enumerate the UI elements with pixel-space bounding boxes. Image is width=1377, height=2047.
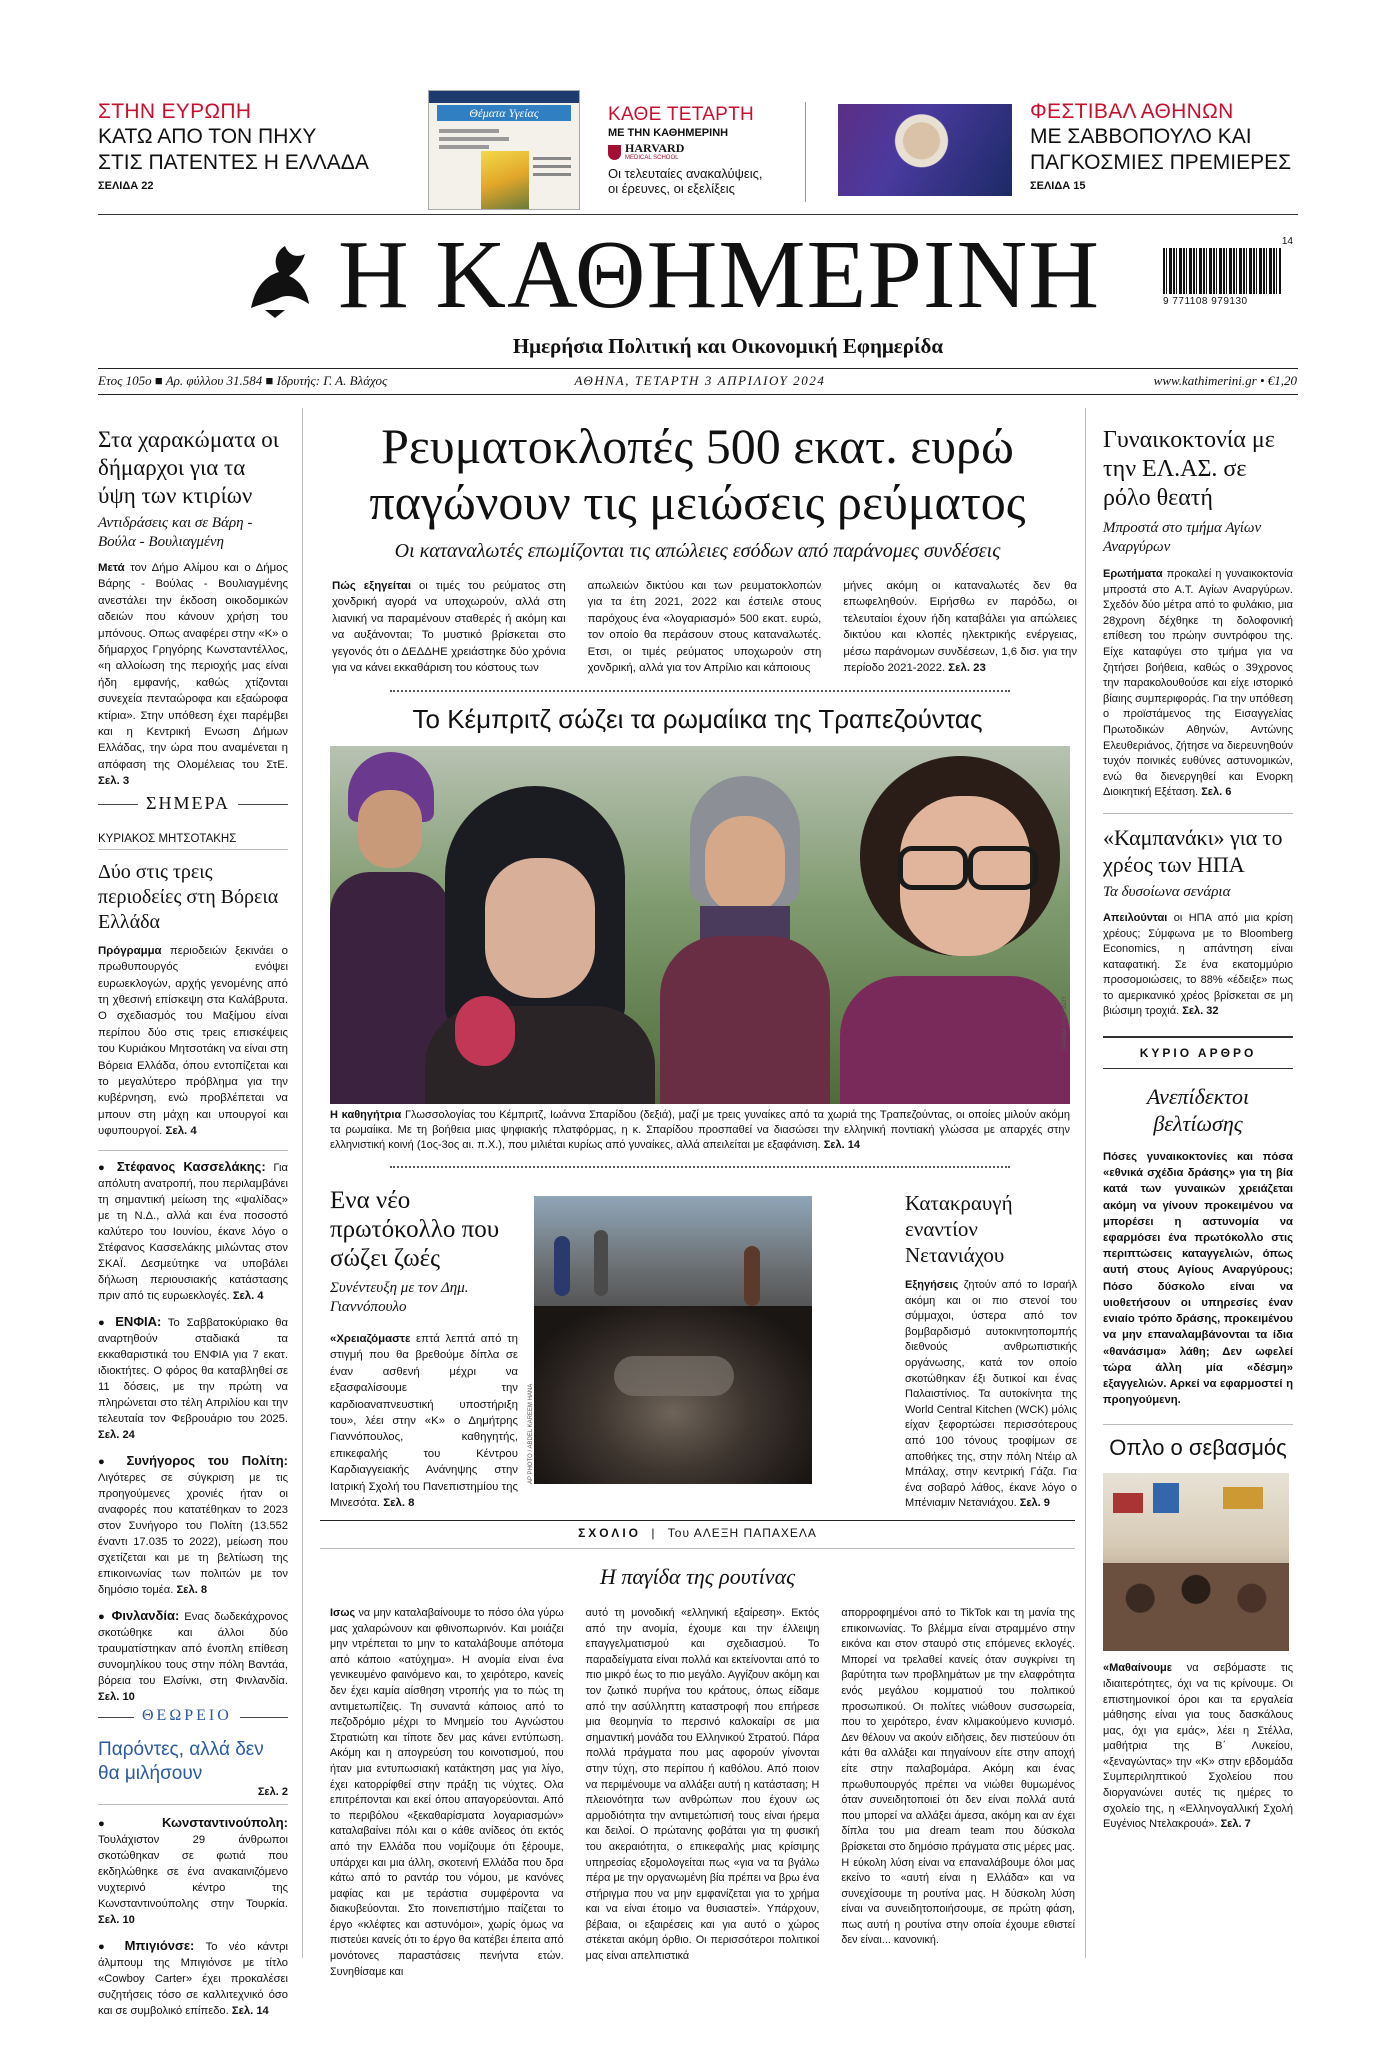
comment-body: Ισως να μην καταλαβαίνουμε το πόσο όλα γύρω μας χαλαρώνουν και φθινοπωρινόν. Και μοιάζει μην ντρέπεται το μην το καταλάβουμε απότομα από κάποιο «ατύχημα». Η ανομία είναι ένα γενικευμένο φαινόμενο και, το χειρότερο, κανείς δεν έχει καμία αίσθηση ντροπής για το πώς τη αντιμετωπίζεις. Τη συναντά κάποιος από το πεζοδρόμιο μέχρι το Μνημείο του Αγνώστου Στρατιώτη και τίποτε δεν μας κάνει εντύπωση. Ακόμη και η απογρεύση του κοινοτισμού, που ήταν μια εντυπωσιακή κατάκτηση μας για λίγο, έχει κατορρίφθεί στην πράξη τις νύχτες. Ολα επιτρέπονται και εκεί όπου απαγορεύονται. Από το περιβόλου «ξεκαθαρίσματα λογαριασμών» καταλαβαίνει πόλι και ο κάθε ανίδεος ότι εκτός από την Ελλάδα που νομίζουμε ότι ξέρουμε, υπάρχει και μια άλλη, σκοτεινή Ελλάδα που δρα κάτω από το ραντάρ του νόμου, με κανόνες μαφίας και με τεράστια συμφέροντα να διακυβεύονται. Στο ποινεπιστήμιο παίζεται το έργο «κλέφτες και αστυνόμοι», χωρίς όμως να πιστεύει κανείς ότι το έργο θα κατέβει έπειτα από μονότονες παραστάσεις πενήντα ετών. Συνηθίσαμε και αυτό τη μονοδική «ελληνική εξαίρεση». Εκτός από την ανομία, έχουμε και την έλλειψη επαγγελματισμού και σχεδιασμού. Το παραδείγματα είναι πολλά και εκτείνονται από το πιο μικρό έως το πιο μεγάλο. Αγγίζουν ακόμη και τον ζωτικό πυρήνα του κράτους, όπως είδαμε από την ασύλληπτη καταστροφή που επήρεσε μια θεομηνία το περσινό καλοκαίρι σε μια σημαντική μονάδα του Ελληνικού Στρατού. Πάρα πολλά πράγματα που μας αφορούν γίνονται στην τύχη, στο περίπου ή καθόλου. Από ποιον να περιμένουμε να αλλάξει αυτή η κατάσταση; Η πλειονότητα των ανθρώπων που έχουν ως αρμοδιότητα την αντιμετώπισή τους είναι ήρεμα και δειλοί. Ο πρώτανης φοβάται για τη φυσική του ακεραιότητα, ο επικεφαλής μιας κρίσιμης υπηρεσίας εξομολογείται πως «για να τα βγάλω πέρα με την οργανωμένη βία πρέπει να βρω ένα στήριγμα που να μην εμφανίζεται για το χρήμα και να είναι έτοιμο να θυσιαστεί». Υπάρχουν, βέβαια, οι εξαιρέσεις και για αυτό ο χώρος στέκεται ακόμη όρθιο. Οι περισσότεροι πολιτικοί μας είναι απελπιστικά απορροφημένοι από το TikTok και τη μανία της επικοινωνίας. Το βλέμμα είναι στραμμένο στην εικόνα και στον σταυρό στις επόμενες εκλογές. Μπορεί να τρελαθεί κανείς όταν συγκρίνει τη βαρύτητα των προβλημάτων με την ελαφρότητα ενός μεγάλου κομματιού του πολιτικού προσωπικού. Οι πολίτες νιώθουν συσσωρεία, που το χειρότερο, έναν κλιμακούμενο κυνισμό. Δεν θέλουν να ακούν ειδήσεις, δεν πιστεύουν ότι κάτι θα αλλάξει και πηγαίνουν είτε στην αποχή είτε στην παλαβομάρα. Ακόμη και ένας πρωθυπουργός πρέπει να νιώθει θυμωμένος όταν συνειδητοποιεί ότι δεν είναι πολλά αυτά που μπορεί να αλλάξει άμεσα, ακόμη και αν έχει δίπλα του μια dream team που δύσκολα βρίσκεται στο δημόσιο πράγματα στις μέρες μας. Η εύκολη λύση είναι να επαναλάβουμε όλοι μας εκείνο το «αυτή είναι η Ελλάδα» και να συνεχίσουμε τη ρουτίνα μας. Η δύσκολη λύση είναι να συνειδητοποιήσουμε, σε πρώτη φάση, πως αυτή η ρουτίνα στην οποία έχουμε εθιστεί δεν είναι... κανονική. — [330, 1607, 1076, 1978]
protocol-story — [330, 1186, 518, 1511]
brief-list — [98, 1159, 288, 1705]
story-deck: Συνέντευξη με τον Δημ. Γιαννόπουλο — [330, 1280, 469, 1315]
story-headline-protocol[interactable]: Ενα νέο πρωτόκολλο που σώζει ζωές — [330, 1187, 500, 1272]
lead-deck: Οι καταναλωτές επωμίζονται τις απώλειες εσόδων από παράνομες συνδέσεις — [394, 540, 1001, 562]
festival-singer-image — [838, 104, 1012, 196]
story-headline-tours[interactable]: Δύο στις τρεις περιοδείες στη Βόρεια Ελλάδα — [98, 860, 279, 933]
teaser-harvard[interactable] — [608, 104, 798, 196]
story-headline-debt[interactable]: «Καμπανάκι» για το χρέος των ΗΠΑ — [1103, 824, 1283, 877]
teaser-page: ΣΕΛΙΔΑ 15 — [1030, 180, 1086, 192]
comment-label: ΣΧΟΛΙΟ — [578, 1526, 641, 1540]
harvard-shield-icon — [608, 145, 621, 160]
teaser-kicker: ΦΕΣΤΙΒΑΛ ΑΘΗΝΩΝ — [1030, 100, 1234, 123]
brief-item[interactable]: ● ΕΝΦΙΑ: Το Σαββατοκύριακο θα αναρτηθούν σταδιακά τα εκκαθαριστικά του ΕΝΦΙΑ για 7 εκατ. ιδιοκτήτες. Ο φόρος θα καταβληθεί σε 11 δόσεις, με την πρώτη να πληρώνεται στο τέλη Απριλίου και την τελευταία τον Φεβρουάριο του 2025. Σελ. 24 — [98, 1313, 288, 1441]
story-headline-netanyahu[interactable]: Κατακραυγή εναντίον Νετανιάχου — [905, 1191, 1013, 1267]
photo-caption: Η καθηγήτρια Γλωσσολογίας του Κέμπριτζ, Ιωάννα Σπαρίδου (δεξιά), μαζί με τρεις γυναίκες από τα χωριά της Τραπεζούντας, οι οποίες μιλούν ακόμη τα ρωμαίικα. Με τη βοήθεια μιας ψηφιακής πλατφόρμας, η κ. Σπαρίδου προσπαθεί να διασώσει την ελληνική ποντιακή γλώσσα με απαρχές στην ελληνιστική κοινή (1ος-3ος αι. π.Χ.), που μιλιέται κυρίως από γυναίκες, αλλά απειλείται με εξαφάνιση. Σελ. 14 — [330, 1109, 1070, 1151]
harvard-logo-sub: MEDICAL SCHOOL — [625, 155, 679, 161]
photo-credit: AP PHOTO / ABDEL KAREEM HANA — [528, 1383, 534, 1484]
brief-item[interactable]: ● Στέφανος Κασσελάκης: Για απόλυτη ανατροπή, που περιλαμβάνει τη σημαντική μείωση της «ψαλίδας» με τη Ν.Δ., αλλά και ένα ποσοστό καλύτερο του Ιουνίου, έκανε λόγο ο Στέφανος Κασσελάκης μιλώντας στον ΣΚΑΪ. Δεσμεύτηκε να υποβάλει δήλωση περιουσιακής κατάστασης πριν από τις ευρωεκλογές. Σελ. 4 — [98, 1158, 288, 1302]
students-photo — [1103, 1473, 1289, 1651]
simera-label: ΣΗΜΕΡΑ — [138, 793, 238, 814]
page-ref: Σελ. 2 — [257, 1785, 288, 1798]
story-body: «Χρειαζόμαστε επτά λεπτά από τη στιγμή που θα βρεθούμε δίπλα σε έναν ασθενή μέχρι να εξασφαλίσουμε την καρδιοαναπνευστική υποστήριξη του», λέει στην «Κ» ο Δημήτρης Γιαννόπουλος, καθηγητής, επικεφαλής του Κέντρου Καρδιαγγειακής Ανάνηψης στην Ιατρική Σχολή του Πανεπιστημίου της Μινεσότα. Σελ. 8 — [330, 1333, 518, 1510]
page-ref: Σελ. 9 — [1019, 1497, 1050, 1510]
section-author: ΚΥΡΙΑΚΟΣ ΜΗΤΣΟΤΑΚΗΣ — [98, 833, 288, 850]
teaser-kicker: ΚΑΘΕ ΤΕΤΑΡΤΗ — [608, 104, 755, 125]
teaser-line: ΜΕ ΣΑΒΒΟΠΟΥΛΟ ΚΑΙ — [1030, 125, 1252, 148]
comment-author: Του ΑΛΕΞΗ ΠΑΠΑΧΕΛΑ — [667, 1526, 817, 1540]
barcode-digits: 9 771108 979130 — [1163, 296, 1248, 307]
gaza-story — [905, 1190, 1077, 1512]
barcode-issue: 14 — [1281, 236, 1293, 247]
page-ref: Σελ. 7 — [1220, 1818, 1251, 1831]
page-ref: Σελ. 8 — [383, 1497, 415, 1510]
dateline-left: Ετος 105ο ■ Αρ. φύλλου 31.584 ■ Ιδρυτής: Γ. Α. Βλάχος — [98, 373, 388, 388]
brief-item[interactable]: ● Κωνσταντινούπολη: Τουλάχιστον 29 άνθρωποι σκοτώθηκαν σε φωτιά που εκδηλώθηκε σε ένα ανακαινιζόμενο νυχτερινό κέντρο της Κωνσταντινούπολης στην Τουρκία. Σελ. 10 — [98, 1814, 288, 1926]
teaser-line: ΚΑΤΩ ΑΠΟ ΤΟΝ ΠΗΧΥ — [98, 125, 317, 148]
page-ref: Σελ. 32 — [1182, 1005, 1219, 1018]
brief-item[interactable]: ● Φινλανδία: Ενας δωδεκάχρονος σκοτώθηκε και άλλοι δύο τραυματίστηκαν από ένοπλη επίθεση συνομηλίκου τους στην πόλη Βαντάα, βόρεια του Ελσίνκι, στη Φινλανδία. Σελ. 10 — [98, 1607, 288, 1703]
story-body: Πρόγραμμα περιοδειών ξεκινάει ο πρωθυπουργός ενόψει ευρωεκλογών, αρχής γενομένης από τη χθεσινή επίσκεψη στα Καλάβρυτα. Ο σχεδιασμός του Μαξίμου είναι περίπου δύο στις τρεις επισκέψεις του Κυριάκου Μητσοτάκη να είναι στη Βόρεια Ελλάδα, όπου εντοπίζεται και το μεγαλύτερο πρόβλημα για την κυβέρνηση, ενώ προβλέπεται να μπουν στη μάχη και υπουργοί και υφυπουργοί. Σελ. 4 — [98, 944, 288, 1138]
pontic-women-photo — [330, 746, 1070, 1104]
teaser-patents[interactable] — [98, 100, 398, 192]
comment-label-row: ΣΧΟΛΙΟ | Του ΑΛΕΞΗ ΠΑΠΑΧΕΛΑ — [578, 1526, 817, 1540]
lead-headline[interactable]: Ρευματοκλοπές 500 εκατ. ευρώ παγώνουν τις μειώσεις ρεύματος — [369, 418, 1026, 530]
story-body: Απειλούνται οι ΗΠΑ από μια κρίση χρέους; Σύμφωνα με το Bloomberg Economics, η απάντηση είναι καταφατική. Σε ένα εκατομμύριο προσομοιώσεις, το 88% «έδειξε» πως το αμερικανικό χρέος βρίσκεται σε μη βιώσιμη τροχιά. Σελ. 32 — [1103, 911, 1293, 1018]
masthead-subtitle: Ημερήσια Πολιτική και Οικονομική Εφημερίδα — [512, 334, 944, 358]
dateline-right: www.kathimerini.gr • €1,20 — [1153, 373, 1297, 388]
left-column — [98, 426, 288, 2029]
comment-headline[interactable]: Η παγίδα της ρουτίνας — [599, 1564, 796, 1589]
story-body: Μετά τον Δήμο Αλίμου και ο Δήμος Βάρης - Βούλας - Βουλιαγμένης ανεστάλει την έκδοση οικοδομικών αδειών που κάνουν χρήση του μπόνους. Οπως αναφέρει στην «Κ» ο δήμαρχος Γρηγόρης Κωνσταντέλλος, «η αλλοίωση της περιοχής μας είναι ήδη εμφανής, καθώς χτίζονται συνεχεία πενταώροφα και εξαώροφα κτίρια». Στην υπόθεση έχει παρέμβει και η Κεντρική Ενωση Δήμων Ελλάδας, την ώρα που αναμένεται η απόφαση της Ολομέλειας του ΣτΕ. Σελ. 3 — [98, 562, 289, 788]
supplement-title: Θέματα Υγείας — [437, 105, 571, 121]
teaser-sub: ΜΕ ΤΗΝ ΚΑΘΗΜΕΡΙΝΗ — [608, 127, 729, 139]
brief-item[interactable]: ● Μπιγιόνσε: Το νέο κάντρι άλμπουμ της Μπιγιόνσε με τίτλο «Cowboy Carter» έχει προκαλέσει συζητήσεις τόσο σε καλλιτεχνικό όσο και σε συμβολικό επίπεδο. Σελ. 14 — [98, 1937, 288, 2017]
story-deck: Αντιδράσεις και σε Βάρη - Βούλα - Βουλιαγμένη — [98, 515, 253, 550]
teaser-line: Οι τελευταίες ανακαλύψεις, — [608, 166, 763, 181]
photo-credit: ΙΩΑΝΝΑ ΣΠΑΡΙΔΟΥ — [1062, 995, 1068, 1050]
right-column — [1103, 426, 1293, 1833]
teaser-line: ΠΑΓΚΟΣΜΙΕΣ ΠΡΕΜΙΕΡΕΣ — [1030, 151, 1292, 174]
editorial-label: ΚΥΡΙΟ ΑΡΘΡΟ — [1103, 1038, 1293, 1069]
lead-body: Πώς εξηγείται οι τιμές του ρεύματος στη χονδρική αγορά να υποχωρούν, αλλά στη λιανική να παραμένουν σταθερές ή ακόμη και να αυξάνονται; Το μυστικό βρίσκεται στο γεγονός ότι ο ΔΕΔΔΗΕ χρειάστηκε δύο χρόνια για να κάνει εκκαθάριση του κόστους των απωλειών δικτύου και των ρευματοκλοπών για τα έτη 2021, 2022 και έστειλε στους παρόχους ένα «λογαριασμό» 500 εκατ. ευρώ, τον οποίο θα περάσουν στους καταναλωτές. Ετσι, οι τιμές ρεύματος υποχωρούν στη χονδρική, αλλά για τον Απρίλιο και κάποιους μήνες ακόμη οι καταναλωτές δεν θα επωφεληθούν. Ειρήσθω εν παρόδω, οι τελευταίοι έχουν ήδη καταβάλει για απώλειες δικτύου και κλοπές ηλεκτρικής ενέργειας, μέσω παράνομων συνδέσεων, 1,6 δισ. για την περίοδο 2021-2022. Σελ. 23 — [332, 580, 1078, 675]
story-deck: Τα δυσοίωνα σενάρια — [1103, 883, 1231, 900]
photo-story-headline[interactable]: Το Κέμπριτζ σώζει τα ρωμαίικα της Τραπεζούντας — [412, 704, 983, 734]
story-deck: Μπροστά στο τμήμα Αγίων Αναργύρων — [1103, 520, 1262, 555]
teaser-line: οι έρευνες, οι εξελίξεις — [608, 181, 735, 196]
teaser-line: ΣΤΙΣ ΠΑΤΕΝΤΕΣ Η ΕΛΛΑΔΑ — [98, 151, 369, 174]
story-headline-respect[interactable]: Οπλο ο σεβασμός — [1109, 1435, 1287, 1461]
burned-car-photo — [534, 1196, 812, 1484]
teaser-page: ΣΕΛΙΔΑ 22 — [98, 180, 154, 192]
page-ref: Σελ. 6 — [1201, 786, 1232, 799]
story-headline-heights[interactable]: Στα χαρακώματα οι δήμαρχοι για τα ύψη των κτιρίων — [98, 427, 279, 508]
brief-item[interactable]: ● Συνήγορος του Πολίτη: Λιγότερες σε σύγκριση με τις προηγούμενες χρονιές ήταν οι αναφορές που κατατέθηκαν το 2023 στον Συνήγορο του Πολίτη (13.552 έναντι 17.035 το 2022), μείωση που σχετίζεται και με τη βελτίωση της επικοινωνίας των πολιτών με τον δημόσιο τομέα. Σελ. 8 — [98, 1452, 288, 1596]
story-body: Εξηγήσεις ζητούν από το Ισραήλ ακόμη και οι πιο στενοί του σύμμαχοι, ύστερα από τον βομβαρδισμό αυτοκινητοπομπής διεθνούς ανθρωπιστικής οργάνωσης, κατά τον οποίο σκοτώθηκαν έξι δυτικοί και ένας Παλαιστίνιος. Τα αυτοκίνητα της World Central Kitchen (WCK) μόλις είχαν ξεφορτώσει περισσότερους από 100 τόνους τροφίμων σε αποθήκες της, στην πόλη Ντέιρ αλ Μπάλαχ, στην κεντρική Γάζα. Για ένα σοβαρό λάθος, έκανε λόγο ο Μπένιαμιν Νετανιάχου. Σελ. 9 — [905, 1279, 1077, 1510]
masthead-title: Η ΚΑΘΗΜΕΡΙΝΗ — [338, 221, 1101, 329]
teaser-kicker: ΣΤΗΝ ΕΥΡΩΠΗ — [98, 100, 252, 123]
story-body: «Μαθαίνουμε να σεβόμαστε τις ιδιαιτερότητες, όχι να τις κρίνουμε. Οι επιστημονικοί όροι και τα εργαλεία μάθησης είναι για τους δασκάλους μας, όχι για εμάς», λέει η Στέλλα, μαθήτρια της Β΄ Λυκείου, «ξεναγώντας» την «Κ» στην εβδομάδα Συμπεριληπτικού Σχολείου που διοργανώνει αυτές τις ημέρες το σχολείο της, η «Ελληνογαλλική Σχολή Ευγένιος Ντελακρουά». Σελ. 7 — [1103, 1662, 1293, 1831]
page-ref: Σελ. 3 — [98, 775, 130, 788]
page-ref: Σελ. 4 — [165, 1125, 197, 1138]
masthead-logo-icon — [245, 238, 313, 320]
page-ref: Σελ. 23 — [948, 662, 986, 675]
teaser-festival[interactable] — [1030, 100, 1330, 192]
page-ref: Σελ. 14 — [823, 1139, 860, 1151]
theorio-headline[interactable]: Παρόντες, αλλά δεν θα μιλήσουν — [98, 1738, 264, 1784]
story-body: Ερωτήματα προκαλεί η γυναικοκτονία μπροστά στο Α.Τ. Αγίων Αναργύρων. Σχεδόν δύο μέτρα από το φυλάκιο, μια 28χρονη δέχθηκε τη δολοφονική επίθεση του πρώην συντρόφου της. Είχε καταφύγει στο τμήμα για να ζητήσει βοήθεια, καθώς ο 39χρονος την παρακολουθούσε και είχε ιστορικό βίαιης συμπεριφοράς. Για την υπόθεση ο προϊστάμενος της Εισαγγελίας Πρωτοδικών Αθηνών, Αντώνης Ελευθεριάνος, ζήτησε να διερευνηθούν τυχόν ποινικές ευθύνες αστυνομικών, ενώ θα διενεργηθεί και Ενορκη Διοικητική Εξέταση. Σελ. 6 — [1103, 568, 1293, 799]
barcode — [1163, 236, 1293, 308]
runner-image — [481, 151, 529, 209]
supplement-cover[interactable] — [428, 90, 580, 210]
editorial-headline[interactable]: Ανεπίδεκτοι βελτίωσης — [1146, 1084, 1250, 1137]
dateline-center: ΑΘΗΝΑ, ΤΕΤΑΡΤΗ 3 ΑΠΡΙΛΙΟΥ 2024 — [574, 373, 826, 388]
editorial-body: Πόσες γυναικοκτονίες και πόσα «εθνικά σχέδια δράσης» για τη βία κατά των γυναικών χρειάζεται ακόμη να γίνουν προκειμένου να μπορέσει η αστυνομία να εφαρμόσει ένα πρωτόκολλο στις περιπτώσεις καταγγελιών, όπως αυτή στους Αγίους Αναργύρους; Πόσο δύσκολο είναι να υιοθετήσουν οι υπηρεσίες έναν ενιαίο τρόπο δράσης, προκειμένου να μην επαναλαμβάνονται τα ίδια «θανάσιμα» λάθη; Δεν ωφελεί τώρα άλλη μία «δέσμη» εξαγγελιών. Αρκεί να εφαρμοστεί η προηγούμενη. — [1103, 1151, 1293, 1407]
harvard-logo: HARVARD — [625, 141, 685, 155]
theorio-label: ΘΕΩΡΕΙΟ — [134, 1707, 240, 1725]
story-headline-femicide[interactable]: Γυναικοκτονία με την ΕΛ.ΑΣ. σε ρόλο θεατή — [1103, 427, 1275, 511]
